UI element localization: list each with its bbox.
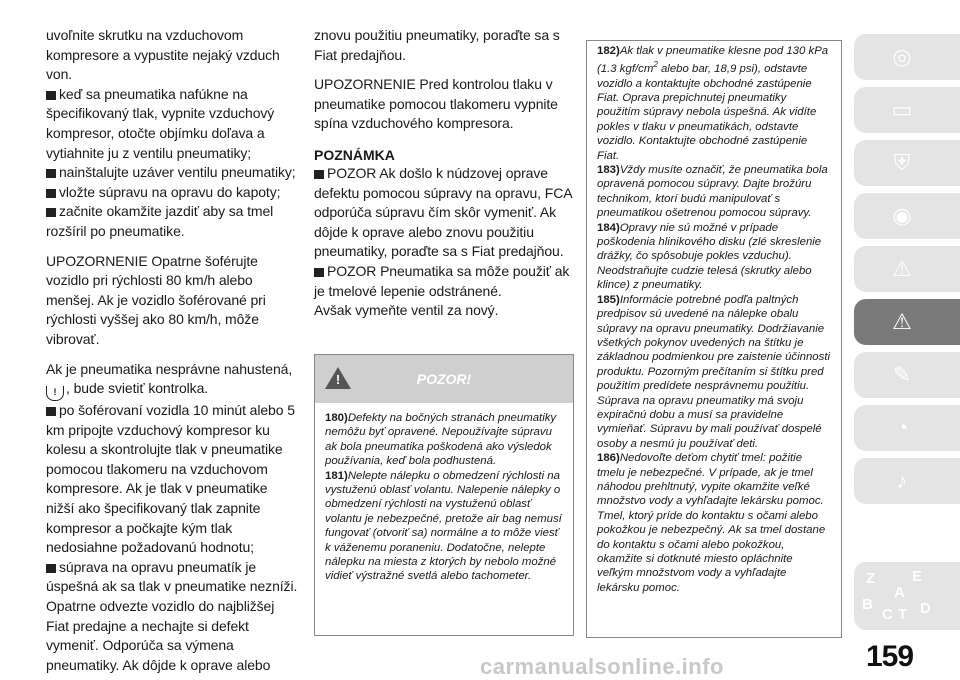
index-letter: A <box>894 584 905 601</box>
list-item <box>46 202 298 241</box>
list-item-text: keď sa pneumatika nafúkne na špecifikovaný tlak, vypnite vzduchový kompresor, otočte objímku doľava a vytiahnite ju z ventilu pneumatiky; <box>46 85 275 161</box>
tab-starting[interactable] <box>854 193 960 239</box>
list-item <box>46 558 298 676</box>
tab-multimedia[interactable] <box>854 458 960 504</box>
steering-wheel-icon: ◎ <box>892 44 912 69</box>
watermark: carmanualsonline.info <box>480 654 724 679</box>
paragraph <box>46 360 298 402</box>
bullet-icon <box>46 208 56 217</box>
paragraph: Avšak vymeňte ventil za nový. <box>314 302 499 319</box>
paragraph: znovu použitiu pneumatiky, poraďte sa s Fiat predajňou. <box>314 27 560 63</box>
warning-light-icon: ⚠ <box>892 256 912 281</box>
note-heading: POZNÁMKA <box>314 146 395 163</box>
column-left <box>46 26 298 675</box>
bullet-icon <box>46 91 56 100</box>
bullet-icon <box>46 564 56 573</box>
note-item <box>597 451 831 595</box>
note-number: 186) <box>597 452 620 465</box>
car-icon: ▭ <box>891 97 913 122</box>
list-item-text: POZOR Pneumatika sa môže použiť ak je tmelové lepenie odstránené. <box>314 262 570 299</box>
list-item-text: po šoférovaní vozidla 10 minút alebo 5 km pripojte vzduchový kompresor ku kolesu a skontrolujte tlak v pneumatike pomocou tlakomeru na vzduchovom kompresore. Ak je tlak v pneumatike nižší ako špecifikovaný tlak zapnite kompresor a počkajte kým tlak nedosiahne požadovanú hodnotu; <box>46 402 295 556</box>
note-text: Nedovoľte deťom chytiť tmel: požitie tmelu je nebezpečné. V prípade, ak je tmel náhodou prehltnutý, vypite okamžite veľké množstvo vody a vyhľadajte lekársku pomoc. Tmel, ktorý príde do kontaktu s očami alebo pokožkou je nebezpečný. Ak sa tmel dostane do kontaktu s očami alebo pokožkou, okamžite si dotknuté miesto opláchnite veľkým množstvom vody a vyhľadajte lekársku pomoc. <box>597 452 826 594</box>
list-item <box>46 85 298 163</box>
note-item: 182)Ak tlak v pneumatike klesne pod 130 kPa (1.3 kgf/$cm^2$ alebo bar, 18,9 psi), odstavte vozidlo a kontaktujte obchodné zastúpenie Fiat. Oprava prepichnutej pneumatiky použitím súpravy nebola úspešná. Ak vidíte pokles v tlaku v pneumatikách, odstavte vozidlo. Kontaktujte obchodné zastúpenie Fiat. <box>597 45 829 162</box>
note-number: 183) <box>597 164 620 177</box>
seatbelt-icon: ⛨ <box>893 150 911 175</box>
note-text: Opravy nie sú možné v prípade poškodenia hlinikového disku (zlé skreslenie drážky, čo spôsobuje pokles vzduchu). Neodstraňujte cudzie telesá (skrutky alebo klince) z pneumatiky. <box>597 221 822 292</box>
wrench-icon: ✎ <box>892 362 912 387</box>
column-middle <box>314 26 574 321</box>
tab-dashboard[interactable] <box>854 34 960 80</box>
tab-index[interactable] <box>854 562 960 630</box>
index-letter: E <box>912 568 923 585</box>
warning-title: POZOR! <box>416 371 472 387</box>
list-item <box>46 401 298 558</box>
note-text: Defekty na bočných stranách pneumatiky nemôžu byť opravené. Nepoužívajte súpravu ak bola pneumatika poškodená ako výsledok používania, keď bola podhustená. <box>325 412 557 468</box>
note-text: Informácie potrebné podľa paltných predpisov sú uvedené na nálepke obalu súpravy na opravu pneumatiky. Dodržiavanie všetkých pokynov uvedených na štítku je základnou podmienkou pre zaistenie účinnosti produktu. Pozorným prečítaním si štítku pred použitím predídete nesprávnemu použitiu. Súprava na opravu pneumatiky má svoju expiračnú dobu a musí sa pravidelne vymieňať. Súpravu by mali používať dospelé osoby a nesmú ju používať deti. <box>597 293 831 450</box>
note-text: Ak tlak v pneumatike klesne pod 130 kPa (1.3 kgf/cm <box>597 45 829 76</box>
gauge-icon: ◔ <box>895 415 909 440</box>
list-item <box>314 164 574 262</box>
list-item-text: vložte súpravu na opravu do kapoty; <box>59 183 281 200</box>
paragraph: UPOZORNENIE Opatrne šoférujte vozidlo pri rýchlosti 80 km/h alebo menšej. Ak je vozidlo šoférované pri rýchlosti vyššej ako 80 km/h, môže vibrovať. <box>46 252 266 347</box>
bullet-icon <box>314 170 324 179</box>
tab-safety[interactable] <box>854 140 960 186</box>
bullet-icon <box>46 407 56 416</box>
note-text: alebo bar, 18,9 psi), odstavte vozidlo a kontaktujte obchodné zastúpenie Fiat. Oprava prepichnutej pneumatiky použitím súpravy nebola úspešná. Ak vidíte pokles v tlaku v pneumatikách, odstavte vozidlo. Kontaktujte obchodné zastúpenie Fiat. <box>597 63 817 162</box>
tab-knowing-car[interactable] <box>854 87 960 133</box>
car-breakdown-icon: ⚠ <box>892 309 912 334</box>
warning-header: ! POZOR! <box>315 355 573 403</box>
bullet-icon <box>46 189 56 198</box>
note-text: Vždy musíte označiť, že pneumatika bola opravená pomocou súpravy. Dajte brožúru technikom, ktorí budú manipulovať s pneumatikou ošetrenou pomocou súpravy. <box>597 164 828 220</box>
warning-notes <box>587 41 841 595</box>
note-item <box>597 221 831 293</box>
list-item-text: začnite okamžite jazdiť aby sa tmel rozšíril po pneumatike. <box>46 203 274 239</box>
index-letter: B <box>862 596 873 613</box>
warning-box-continued <box>586 40 842 638</box>
list-item <box>46 183 298 203</box>
bullet-icon <box>46 169 56 178</box>
note-text: Nelepte nálepku o obmedzení rýchlosti na vystuženú oblasť volantu. Nalepenie nálepky o obmedzení rýchlosti na vystuženú oblasť volantu je nebezpečné, pretože air bag nemusí fungovať (otvoriť sa) normálne a to môže viesť k váženemu poraneniu. Dodatočne, nelepte nálepku na miesta z ktorých by nebolo možné vidieť výstražné svetlá alebo tachometer. <box>325 469 562 583</box>
paragraph: UPOZORNENIE Pred kontrolou tlaku v pneumatike pomocou tlakomeru vypnite spína vzduchového kompresora. <box>314 76 558 132</box>
note-number: 180) <box>325 412 348 424</box>
paragraph: uvoľnite skrutku na vzduchovom kompresore a vypustite nejaký vzduch von. <box>46 27 280 83</box>
chapter-tabs <box>854 34 960 511</box>
tab-emergency[interactable] <box>854 299 960 345</box>
list-item-text: súprava na opravu pneumatík je úspešná ak sa tlak v pneumatike nezníži. Opatrne odvezte vozidlo do najbližšej Fiat predajne a nechajte si defekt vymeniť. Odporúča sa výmena pneumatiky. Ak dôjde k oprave alebo <box>46 558 298 673</box>
paragraph-text: , bude svietiť kontrolka. <box>66 380 209 397</box>
multimedia-icon: ♪ <box>896 468 908 493</box>
paragraph-text: Ak je pneumatika nesprávne nahustená, <box>46 360 293 377</box>
page-number: 159 <box>866 640 914 673</box>
tab-warning-lights[interactable] <box>854 246 960 292</box>
list-item-text: POZOR Ak došlo k núdzovej oprave defektu pomocou súpravy na opravu, FCA odporúča súpravu čím skôr vymeniť. Ak dôjde k oprave alebo znovu použitiu pneumatiky, poraďte sa s Fiat predajňou. <box>314 164 572 260</box>
warning-box <box>314 354 574 636</box>
note-number: 184) <box>597 221 620 234</box>
note-number: 185) <box>597 293 620 306</box>
list-item <box>46 163 298 183</box>
note-number: 182) <box>597 45 620 57</box>
tab-maintenance[interactable] <box>854 352 960 398</box>
tab-technical-data[interactable] <box>854 405 960 451</box>
note-item <box>597 163 831 221</box>
note-item <box>325 469 563 584</box>
list-item-text: nainštalujte uzáver ventilu pneumatiky; <box>59 164 296 181</box>
index-letter: D <box>920 600 931 617</box>
note-item <box>597 293 831 451</box>
note-item <box>325 411 563 469</box>
index-letter: T <box>898 606 908 623</box>
index-letter: Z <box>866 570 876 587</box>
tire-pressure-warning-icon: ! <box>46 386 64 401</box>
warning-notes <box>315 403 573 584</box>
list-item <box>314 262 574 301</box>
steering-icon: ◉ <box>892 203 912 228</box>
index-letter: C <box>882 606 893 623</box>
bullet-icon <box>314 268 324 277</box>
note-number: 181) <box>325 469 348 482</box>
